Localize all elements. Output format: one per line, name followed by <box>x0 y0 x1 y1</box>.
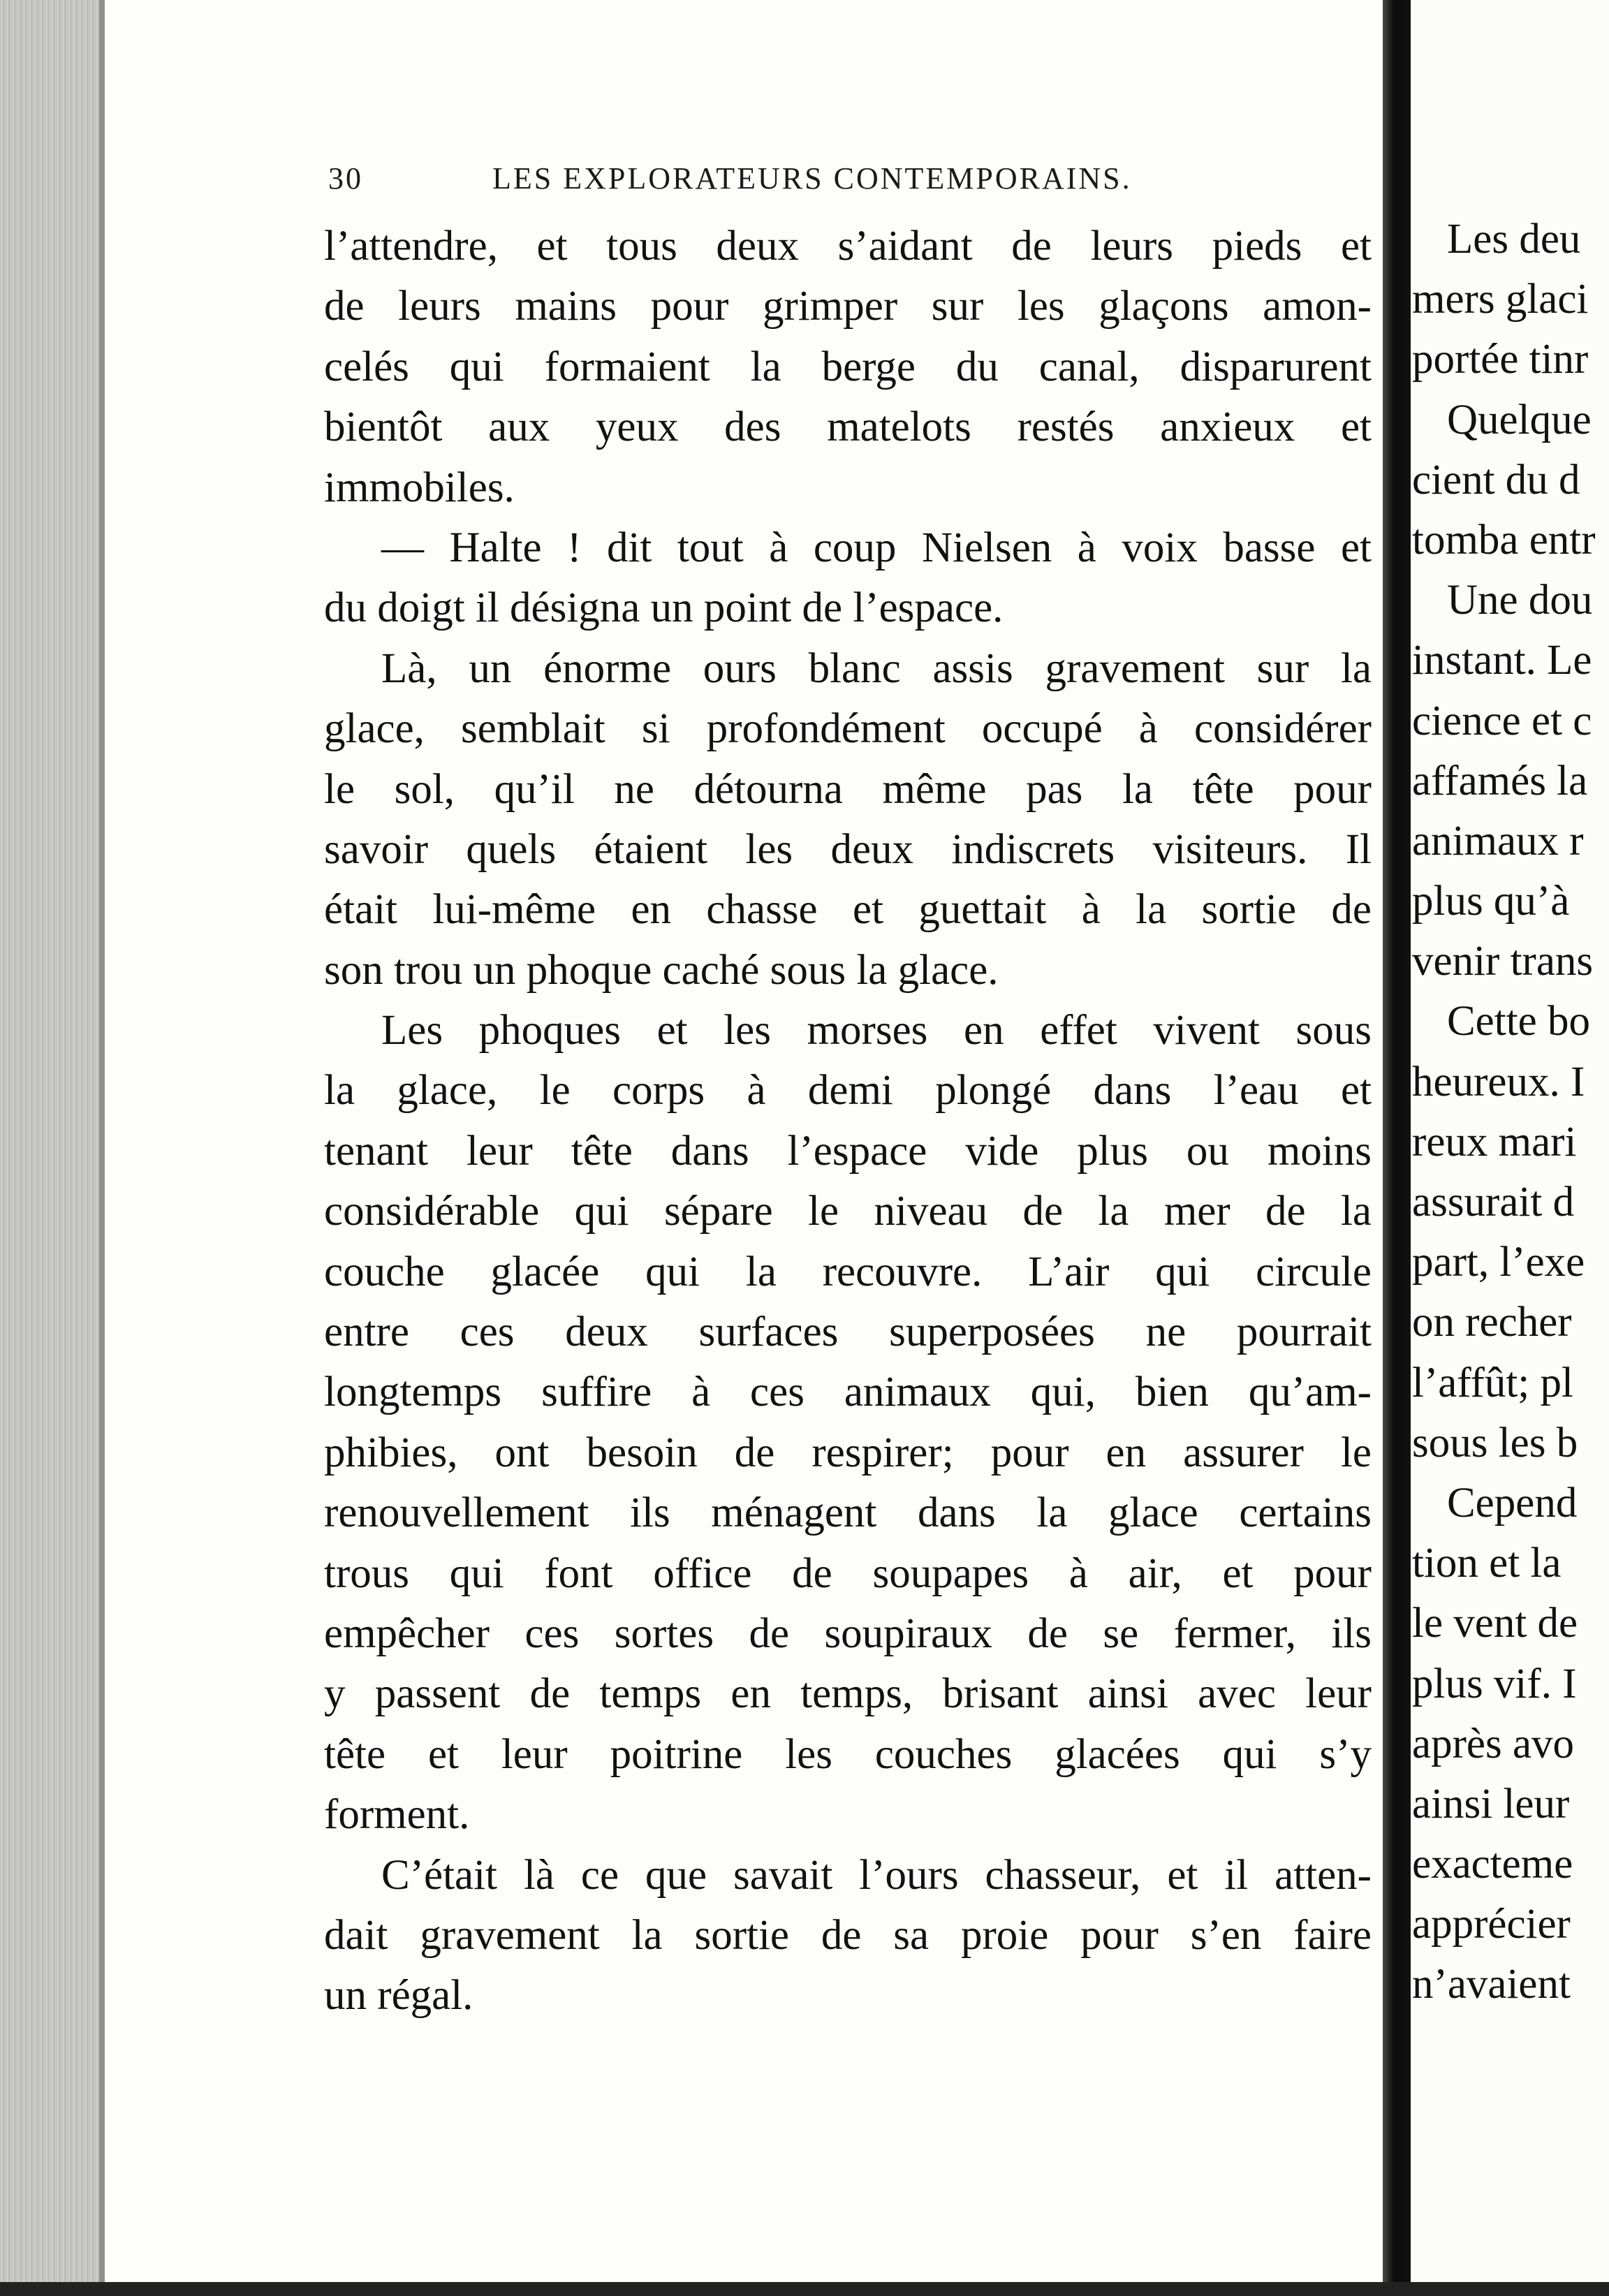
text-line: était lui-même en chasse et guettait à la sortie de <box>324 886 1372 934</box>
text-line: savoir quels étaient les deux indiscrets visiteurs. Il <box>324 825 1372 873</box>
text-line: phibies, ont besoin de respirer; pour en assurer le <box>324 1429 1372 1476</box>
text-line: immobiles. <box>324 464 515 511</box>
right-text-line: Cepend <box>1447 1479 1578 1526</box>
page-number: 30 <box>328 161 363 196</box>
right-text-line: le vent de <box>1412 1600 1578 1647</box>
right-text-line: cience et c <box>1412 697 1592 744</box>
text-line: trous qui font office de soupapes à air, et pour <box>324 1550 1372 1597</box>
text-line: de leurs mains pour grimper sur les glaçons amon- <box>324 283 1372 330</box>
text-line: entre ces deux surfaces superposées ne pourrait <box>324 1309 1372 1356</box>
text-line: un régal. <box>324 1972 473 2019</box>
text-line: dait gravement la sortie de sa proie pour s’en faire <box>324 1911 1372 1959</box>
text-line: renouvellement ils ménagent dans la glace certains <box>324 1489 1372 1537</box>
text-line: son trou un phoque caché sous la glace. <box>324 946 999 994</box>
right-text-line: Quelque <box>1447 396 1592 443</box>
right-text-line: exacteme <box>1412 1841 1573 1888</box>
right-text-line: après avo <box>1412 1720 1575 1767</box>
right-text-line: reux mari <box>1412 1118 1577 1165</box>
text-line: empêcher ces sortes de soupiraux de se fermer, ils <box>324 1610 1372 1657</box>
left-page-text <box>324 216 1372 2026</box>
text-line: l’attendre, et tous deux s’aidant de leurs pieds et <box>324 223 1372 270</box>
right-text-line: mers glaci <box>1412 276 1589 323</box>
text-line: y passent de temps en temps, brisant ainsi avec leur <box>324 1670 1372 1718</box>
right-text-line: l’affût; pl <box>1412 1359 1573 1406</box>
page-edges <box>0 0 105 2296</box>
right-text-line: cient du d <box>1412 456 1580 503</box>
text-line: Les phoques et les morses en effet vivent sous <box>381 1007 1372 1054</box>
text-line: la glace, le corps à demi plongé dans l’eau et <box>324 1067 1372 1114</box>
right-text-line: ainsi leur <box>1412 1780 1570 1827</box>
text-line: C’était là ce que savait l’ours chasseur, et il atten- <box>381 1851 1372 1899</box>
text-line: le sol, qu’il ne détourna même pas la tête pour <box>324 765 1372 813</box>
right-text-line: animaux r <box>1412 817 1584 864</box>
right-text-line: venir trans <box>1412 938 1594 985</box>
running-head-title: LES EXPLORATEURS CONTEMPORAINS. <box>492 161 1132 196</box>
text-line: glace, semblait si profondément occupé à considérer <box>324 705 1372 753</box>
right-text-line: Les deu <box>1447 216 1581 263</box>
right-text-line: sous les b <box>1412 1419 1578 1466</box>
text-line: celés qui formaient la berge du canal, disparurent <box>324 343 1372 390</box>
text-line: — Halte ! dit tout à coup Nielsen à voix basse et <box>381 524 1372 571</box>
right-text-line: part, l’exe <box>1412 1239 1585 1286</box>
right-text-line: instant. Le <box>1412 637 1592 684</box>
text-line: longtemps suffire à ces animaux qui, bien qu’am- <box>324 1369 1372 1416</box>
right-text-line: plus qu’à <box>1412 878 1570 925</box>
text-line: considérable qui sépare le niveau de la mer de la <box>324 1188 1372 1235</box>
right-text-line: portée tinr <box>1412 336 1589 383</box>
right-text-line: tion et la <box>1412 1540 1562 1587</box>
right-text-line: apprécier <box>1412 1901 1571 1948</box>
right-text-line: Une dou <box>1447 577 1593 624</box>
text-line: couche glacée qui la recouvre. L’air qui circule <box>324 1248 1372 1295</box>
text-line: forment. <box>324 1791 470 1839</box>
book-gutter <box>1383 0 1411 2296</box>
scan-bottom-edge <box>0 2282 1609 2296</box>
text-line: du doigt il désigna un point de l’espace. <box>324 584 1004 632</box>
text-line: bientôt aux yeux des matelots restés anxieux et <box>324 404 1372 451</box>
text-line: tête et leur poitrine les couches glacées qui s’y <box>324 1730 1372 1778</box>
text-line: Là, un énorme ours blanc assis gravement sur la <box>381 645 1372 692</box>
right-text-line: plus vif. I <box>1412 1660 1577 1707</box>
right-page-text <box>1412 209 1609 2015</box>
right-text-line: assurait d <box>1412 1179 1575 1226</box>
right-text-line: Cette bo <box>1447 998 1590 1045</box>
text-line: tenant leur tête dans l’espace vide plus ou moins <box>324 1127 1372 1175</box>
right-text-line: n’avaient <box>1412 1961 1571 2008</box>
right-text-line: heureux. I <box>1412 1058 1585 1105</box>
right-text-line: affamés la <box>1412 757 1588 804</box>
running-head <box>328 161 1376 203</box>
right-text-line: tomba entr <box>1412 516 1596 564</box>
right-text-line: on recher <box>1412 1299 1572 1346</box>
